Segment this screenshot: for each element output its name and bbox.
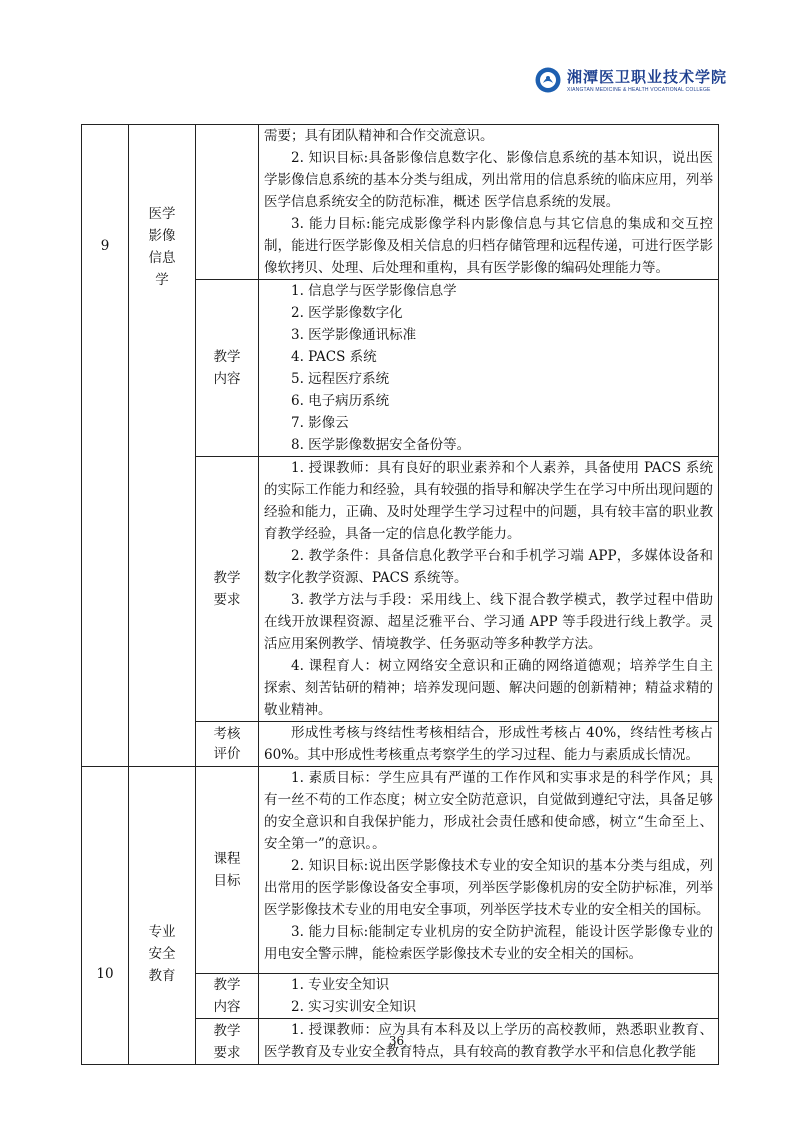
goal-text: 3. 能力目标:能完成影像学科内影像信息与其它信息的集成和交互控制，能进行医学影像及相关信息的归档存储管理和远程传递，可进行医学影像软拷贝、处理、后处理和重构，具有医学影像的编码处理能力等。	[264, 216, 713, 276]
requirement-text: 2. 教学条件：具备信息化教学平台和手机学习端 APP，多媒体设备和数字化教学资源、PACS 系统等。	[264, 548, 713, 586]
college-logo	[535, 66, 727, 93]
list-item: 5. 远程医疗系统	[291, 371, 390, 387]
list-item: 6. 电子病历系统	[291, 393, 390, 409]
table-row	[82, 767, 719, 974]
row-label: 教学要求	[213, 570, 241, 608]
list-item: 7. 影像云	[291, 415, 349, 431]
row-label: 教学内容	[213, 977, 241, 1015]
list-item: 2. 医学影像数字化	[291, 305, 403, 321]
curriculum-table	[81, 124, 719, 1065]
list-item: 3. 医学影像通讯标准	[291, 327, 417, 343]
course-number: 9	[100, 238, 110, 254]
course-name: 专业安全教育	[148, 924, 176, 984]
goal-text: 3. 能力目标:能制定专业机房的安全防护流程，能设计医学影像专业的用电安全警示牌，能检索医学影像技术专业的安全相关的国标。	[264, 924, 713, 962]
requirement-text: 3. 教学方法与手段：采用线上、线下混合教学模式，教学过程中借助在线开放课程资源、超星泛雅平台、学习通 APP 等手段进行线上教学。灵活应用案例教学、情境教学、任务驱动等多种教学方法。	[264, 592, 713, 652]
teaching-content-cell	[259, 280, 719, 457]
list-item: 2. 实习实训安全知识	[291, 999, 417, 1015]
table-row	[82, 125, 719, 280]
row-label: 课程目标	[213, 851, 241, 889]
teaching-requirements-cell	[259, 457, 719, 722]
list-item: 8. 医学影像数据安全备份等。	[291, 437, 471, 453]
requirement-text: 4. 课程育人：树立网络安全意识和正确的网络道德观；培养学生自主探索、刻苦钻研的精神；培养发现问题、解决问题的创新精神；精益求精的敬业精神。	[264, 658, 713, 718]
row-label: 考核评价	[213, 726, 241, 762]
course-goals-cell	[259, 125, 719, 280]
logo-english-name: XIANGTAN MEDICINE & HEALTH VOCATIONAL COLLEGE	[567, 87, 711, 93]
evaluation-text: 形成性考核与终结性考核相结合，形成性考核占 40%，终结性考核占 60%。其中形成性考核重点考察学生的学习过程、能力与素质成长情况。	[264, 725, 713, 763]
goal-text: 2. 知识目标:说出医学影像技术专业的安全知识的基本分类与组成，列出常用的医学影像设备安全事项，列举医学影像机房的安全防护标准，列举医学影像技术专业的用电安全事项，列举医学技术专业的安全相关的国标。	[264, 858, 713, 918]
teaching-content-cell	[259, 974, 719, 1019]
list-item: 1. 专业安全知识	[291, 977, 390, 993]
list-item: 1. 信息学与医学影像信息学	[291, 283, 457, 299]
list-item: 4. PACS 系统	[291, 349, 377, 365]
requirement-text: 1. 授课教师：具有良好的职业素养和个人素养，具备使用 PACS 系统的实际工作能力和经验，具有较强的指导和解决学生在学习中所出现问题的经验和能力，正确、及时处理学生学习过程中的问题，具有较丰富的职业教育教学经验，具备一定的信息化教学能力。	[264, 460, 713, 542]
college-emblem-icon	[535, 67, 561, 93]
logo-chinese-name: 湘潭医卫职业技术学院	[567, 68, 728, 86]
page-number: 36	[388, 1034, 405, 1048]
requirement-text: 1. 授课教师：应为具有本科及以上学历的高校教师，熟悉职业教育、医学教育及专业安全教育特点，具有较高的教育教学水平和信息化教学能	[264, 1022, 713, 1060]
course-goals-cell	[259, 767, 719, 974]
goal-text: 2. 知识目标:具备影像信息数字化、影像信息系统的基本知识，说出医学影像信息系统的基本分类与组成，列出常用的信息系统的临床应用，列举医学信息系统安全的防范标准，概述 医学信息系统的发展。	[264, 150, 713, 210]
evaluation-cell	[259, 722, 719, 767]
row-label: 教学内容	[213, 349, 241, 387]
row-label: 教学要求	[213, 1022, 241, 1061]
course-name: 医学影像信息学	[148, 206, 176, 288]
course-number: 10	[96, 966, 114, 982]
goal-text: 1. 素质目标：学生应具有严谨的工作作风和实事求是的科学作风；具有一丝不苟的工作态度；树立安全防范意识，自觉做到遵纪守法，具备足够的安全意识和自我保护能力，形成社会责任感和使命感，树立“生命至上、安全第一”的意识。。	[264, 770, 713, 852]
goal-text: 需要；具有团队精神和合作交流意识。	[264, 128, 494, 144]
